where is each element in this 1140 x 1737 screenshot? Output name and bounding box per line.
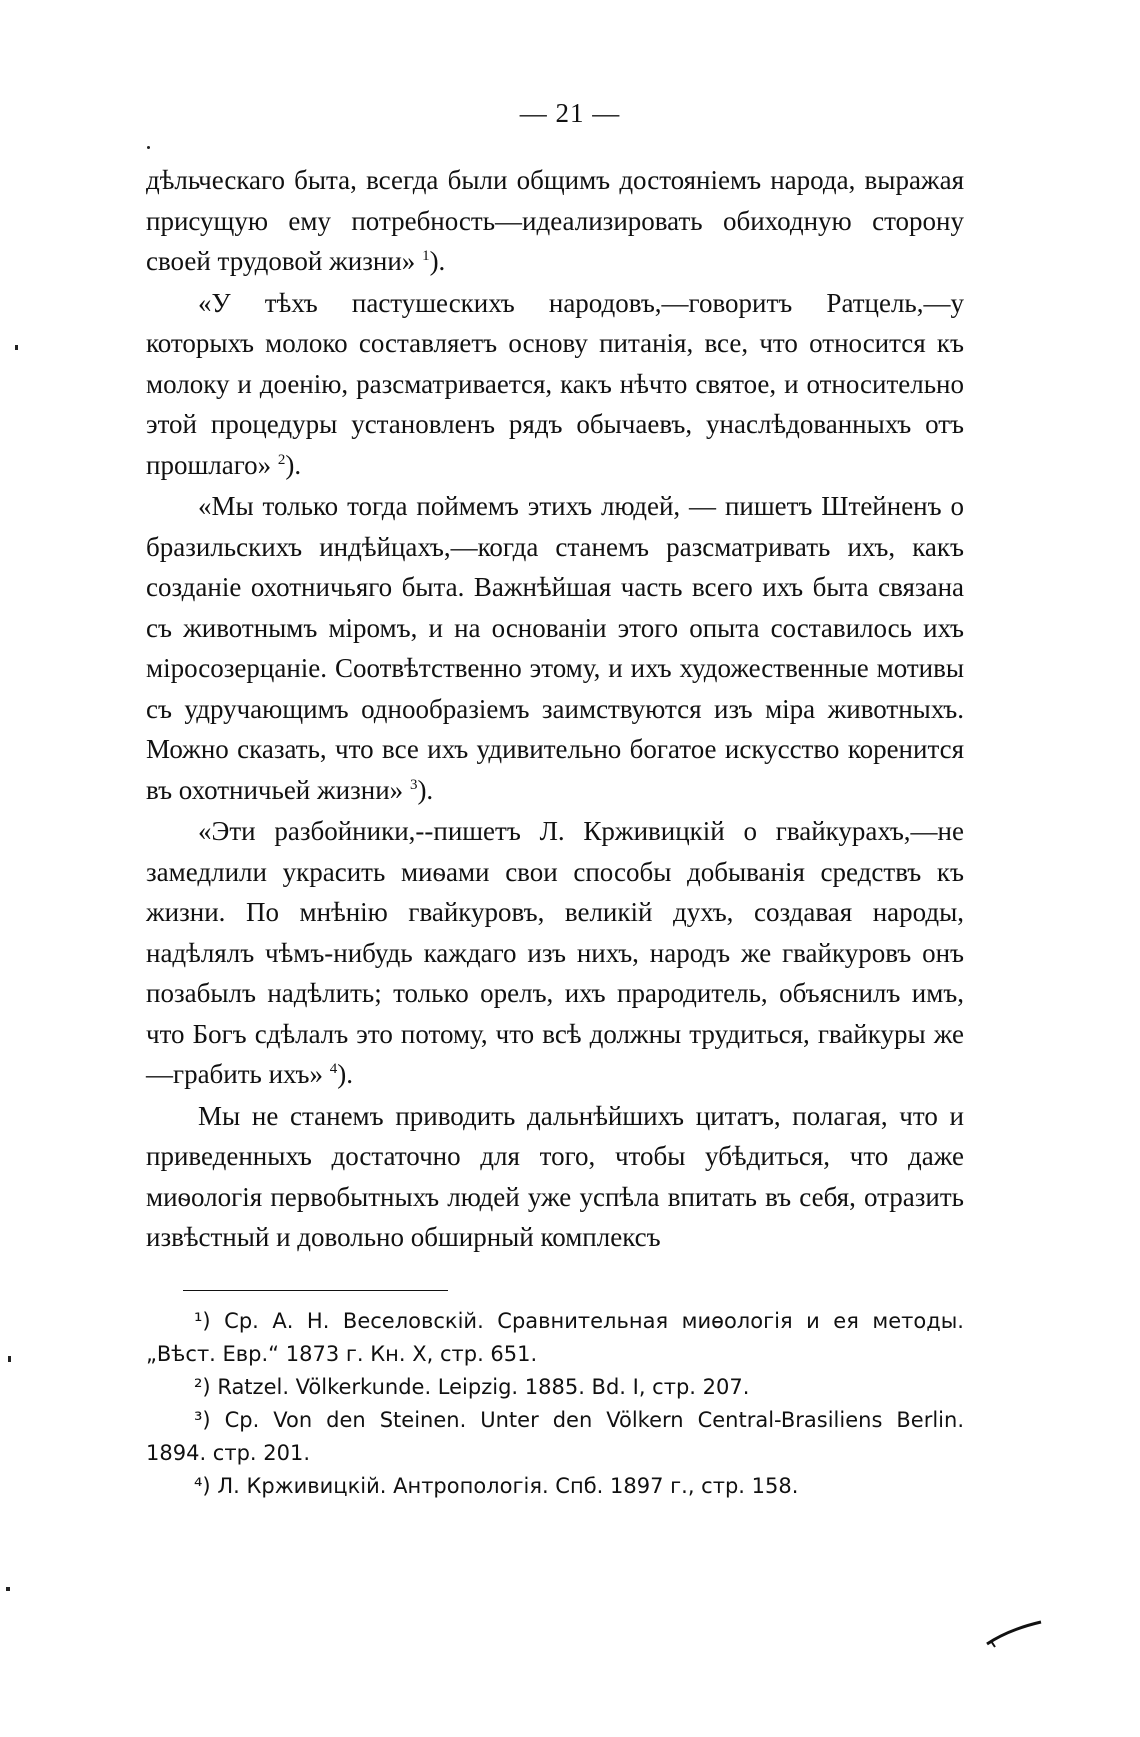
footnote-text: Ratzel. Völkerkunde. Leipzig. 1885. Bd. I, стр. 207. xyxy=(217,1375,750,1399)
paragraph-text: Мы не станемъ приводить дальнѣйшихъ цитатъ, полагая, что и приведенныхъ достаточно для того, чтобы убѣдиться, что даже миѳологія первобытныхъ людей уже успѣла впитать въ себя, отразить извѣстный и довольно обширный комплексъ xyxy=(146,1100,964,1252)
paragraph-tail: ). xyxy=(417,774,434,805)
footnote-ref: 3 xyxy=(409,776,418,793)
pen-mark xyxy=(985,1610,1045,1650)
paragraph xyxy=(146,1096,964,1258)
scan-speck xyxy=(147,146,150,149)
paragraph-tail: ). xyxy=(429,246,446,276)
scan-speck xyxy=(8,1356,11,1362)
footnote xyxy=(146,1305,964,1371)
footnote-mark: ²) xyxy=(194,1375,211,1399)
footnote-mark: ⁴) xyxy=(194,1474,211,1498)
footnote xyxy=(146,1371,964,1404)
paragraph-text: «Эти разбойники,--пишетъ Л. Крживицкій о гвайкурахъ,—не замедлили украсить миѳами свои способы добыванія средствъ къ жизни. По мнѣнію гвайкуровъ, великій духъ, создавая народы, надѣлялъ чѣмъ-нибудь каждаго изъ нихъ, народъ же гвайкуровъ онъ позабылъ надѣлить; только орелъ, ихъ прародитель, объяснилъ имъ, что Богъ сдѣлалъ это потому, что всѣ должны трудиться, гвайкуры же—грабить ихъ» xyxy=(146,816,964,1089)
paragraph-tail: ). xyxy=(285,449,302,480)
paragraph-text: «У тѣхъ пастушескихъ народовъ,—говоритъ Ратцель,—у которыхъ молоко составляетъ основу питанія, все, что относится къ молоку и доенію, разсматривается, какъ нѣчто святое, и относительно этой процедуры установленъ рядъ обычаевъ, унаслѣдованныхъ отъ прошлаго» xyxy=(146,287,964,480)
footnote-text: Ср. Von den Steinen. Unter den Völkern Central-Brasiliens Berlin. 1894. стр. 201. xyxy=(146,1408,964,1465)
paragraph-text: дѣльческаго быта, всегда были общимъ достояніемъ народа, выражая присущую ему потребность—идеализировать обиходную сторону своей трудовой жизни» xyxy=(146,165,964,276)
paragraph xyxy=(146,283,964,486)
page-number: — 21 — xyxy=(519,98,621,128)
footnote-mark: ³) xyxy=(194,1408,211,1432)
footnote-ref: 2 xyxy=(277,451,286,468)
paragraph-tail: ). xyxy=(337,1059,353,1089)
scan-speck xyxy=(6,1587,10,1591)
body-text xyxy=(146,160,964,1258)
footnote xyxy=(146,1404,964,1470)
footnote-mark: ¹) xyxy=(194,1309,211,1333)
paragraph xyxy=(146,160,964,282)
scan-speck xyxy=(15,345,18,350)
footnotes xyxy=(146,1305,964,1503)
footnote xyxy=(146,1470,964,1503)
footnote-text: Л. Крживицкій. Антропологія. Спб. 1897 г., стр. 158. xyxy=(217,1474,799,1498)
paragraph xyxy=(146,486,964,810)
footnote-text: Ср. А. Н. Веселовскій. Сравнительная миѳологія и ея методы. „Вѣст. Евр.“ 1873 г. Кн. X, стр. 651. xyxy=(146,1309,964,1366)
footnote-ref: 4 xyxy=(329,1061,338,1077)
footnote-divider xyxy=(183,1290,448,1291)
paragraph xyxy=(146,811,964,1095)
paragraph-text: «Мы только тогда поймемъ этихъ людей, — пишетъ Штейненъ о бразильскихъ индѣйцахъ,—когда станемъ разсматривать ихъ, какъ созданіе охотничьяго быта. Важнѣйшая часть всего ихъ быта связана съ животнымъ міромъ, и на основаніи этого опыта составилось ихъ міросозерцаніе. Соотвѣтственно этому, и ихъ художественные мотивы съ удручающимъ однообразіемъ заимствуются изъ міра животныхъ. Можно сказать, что все ихъ удивительно богатое искусство коренится въ охотничьей жизни» xyxy=(146,491,964,805)
footnote-ref: 1 xyxy=(422,248,430,264)
